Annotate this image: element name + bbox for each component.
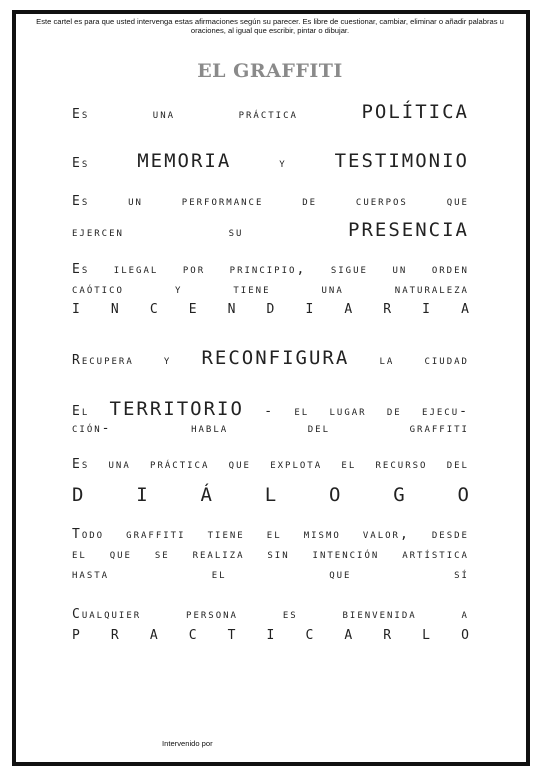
intro-text: Este cartel es para que usted intervenga estas afirmaciones según su parecer. Es libre de cuestionar, cambiar, eliminar o añadir palabras u oraciones, al igual que escribir, pintar o dibujar. [36,17,504,36]
statement-line-6 [72,282,469,297]
statement-line-10 [72,421,469,436]
word: El [72,404,90,419]
poster-title: EL GRAFFITI [197,60,343,82]
word: sin [267,547,290,562]
word: el [211,567,227,582]
word: práctica [150,457,210,472]
letter: A [461,302,469,317]
letter: I [72,302,80,317]
letter: I [266,628,275,643]
word: recurso [375,457,428,472]
statement-line-5 [72,262,469,277]
word: el [266,527,282,542]
word: cuerpos [355,194,408,209]
word: intención [312,547,380,562]
word: del [307,421,331,436]
word: de [302,194,318,209]
word: Recupera [72,353,134,368]
word: ción- [72,421,112,436]
letter: O [457,484,469,506]
letter: D [266,302,275,317]
word: sí [454,567,469,582]
word: una [321,282,344,297]
word: la [379,353,395,368]
word: que [109,547,132,562]
word: mismo [303,527,341,542]
statement-line-15 [72,567,469,582]
word: del [446,457,469,472]
emphasis-word: TERRITORIO [109,398,244,420]
word: ejercen [72,225,124,240]
word: ejecu- [422,404,469,419]
letter: T [227,628,236,643]
statement-line-11 [72,457,469,472]
letter: D [72,484,84,506]
statement-line-1 [72,101,469,123]
letter: L [422,628,430,643]
statement-line-12 [72,484,469,506]
statement-line-4 [72,219,469,241]
statement-line-14 [72,547,469,562]
statement-line-16 [72,607,469,622]
word: Cualquier [72,607,142,622]
letter: O [461,628,469,643]
letter: O [329,484,341,506]
word: práctica [238,107,298,122]
word: el [72,547,87,562]
emphasis-word: TESTIMONIO [334,150,469,172]
poster-body [72,0,469,772]
word: una [152,107,176,122]
word: persona [186,607,238,622]
letter: P [72,628,80,643]
word: que [329,567,352,582]
statement-line-8 [72,347,469,369]
word: su [228,225,244,240]
emphasis-word: POLÍTICA [361,101,469,123]
letter: N [110,302,119,317]
letter: R [383,628,392,643]
word: graffiti [126,527,186,542]
letter: I [305,302,314,317]
letter: R [110,628,119,643]
emphasis-word: RECONFIGURA [201,347,350,369]
word: - [264,404,275,419]
word: caótico [72,282,124,297]
letter: L [264,484,277,506]
word: hasta [72,567,110,582]
word: y [174,282,183,297]
word: Es [72,194,90,209]
statement-line-13 [72,527,469,542]
word: naturaleza [394,282,469,297]
word: Es [72,107,90,122]
word: un [392,262,408,277]
word: una [108,457,131,472]
word: y [163,353,172,368]
word: Es [72,262,90,277]
word: por [182,262,206,277]
emphasis-word: MEMORIA [137,150,232,172]
word: Todo [72,527,105,542]
letter: N [227,302,236,317]
word: a [461,607,469,622]
word: un [128,194,143,209]
word: realiza [192,547,245,562]
word: artística [402,547,469,562]
word: se [154,547,170,562]
word: y [279,156,287,171]
word: el [294,404,310,419]
word: tiene [207,527,245,542]
word: sigue [330,262,368,277]
statement-line-17 [72,628,469,643]
word: Es [72,457,90,472]
word: principio, [229,262,307,277]
letter: G [393,484,405,506]
word: Es [72,156,90,171]
letter: E [188,302,197,317]
word: que [446,194,469,209]
word: el [341,457,357,472]
statement-line-3 [72,194,469,209]
emphasis-word: PRESENCIA [348,219,469,241]
letter: C [305,628,314,643]
letter: C [149,302,158,317]
word: orden [431,262,469,277]
letter: C [188,628,197,643]
letter: A [344,628,353,643]
word: tiene [233,282,271,297]
statement-line-9 [72,398,469,420]
word: performance [181,194,264,209]
word: lugar [329,404,367,419]
word: que [228,457,251,472]
letter: I [422,302,430,317]
footer-signature-label: Intervenido por [162,739,213,748]
word: ilegal [113,262,159,277]
letter: R [383,302,392,317]
word: de [386,404,402,419]
word: graffiti [409,421,469,436]
word: habla [191,421,229,436]
word: explota [270,457,323,472]
word: bienvenida [342,607,417,622]
letter: A [149,628,158,643]
statement-line-2 [72,150,469,172]
letter: I [136,484,148,506]
letter: Á [200,484,212,506]
word: es [282,607,298,622]
word: ciudad [424,353,469,368]
statement-line-7 [72,302,469,317]
letter: A [344,302,353,317]
word: valor, [362,527,410,542]
word: desde [431,527,469,542]
